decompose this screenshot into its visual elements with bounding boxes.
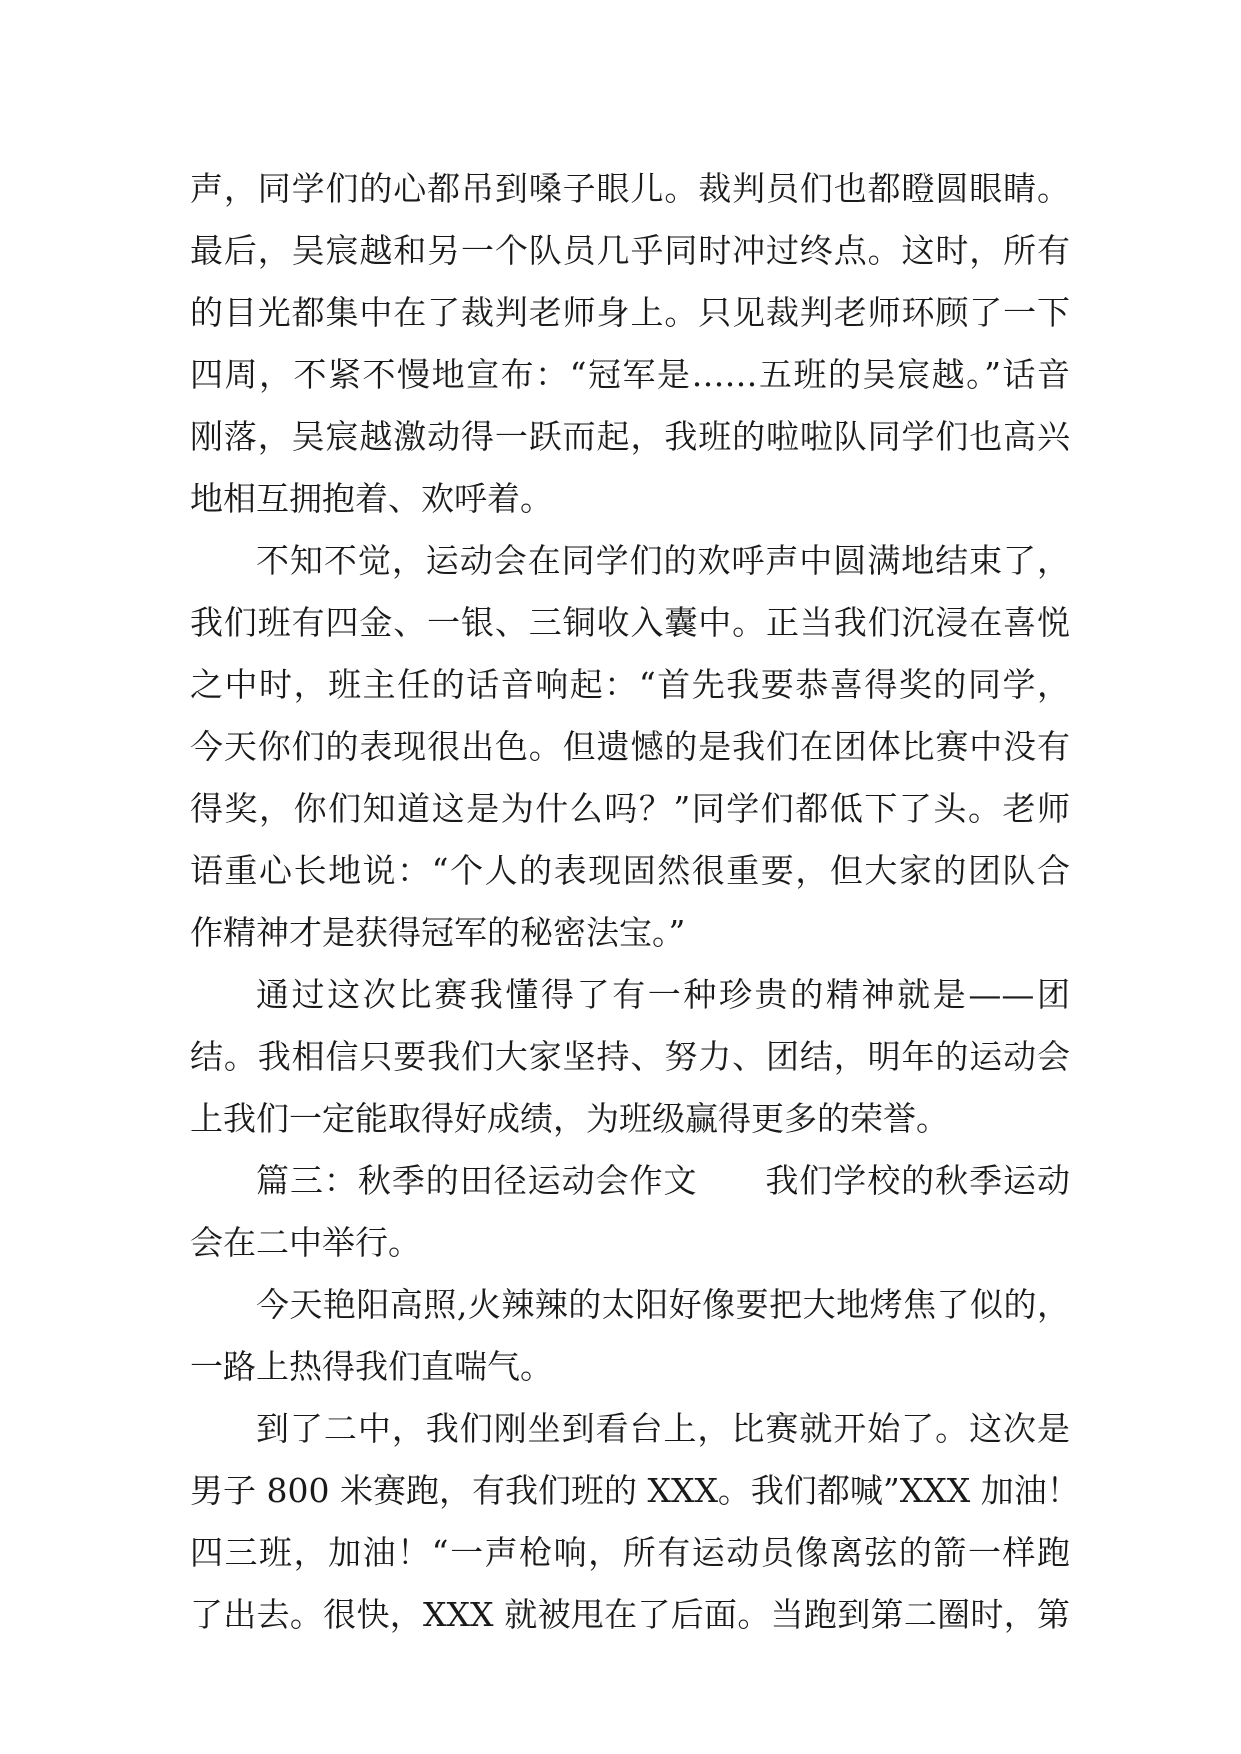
text-line-1: 声，同学们的心都吊到嗓子眼儿。裁判员们也都瞪圆眼睛。 xyxy=(190,169,1070,208)
text-line-3: 的目光都集中在了裁判老师身上。只见裁判老师环顾了一下 xyxy=(190,293,1070,332)
text-line-5: 刚落，吴宸越激动得一跃而起，我班的啦啦队同学们也高兴 xyxy=(190,417,1070,456)
text-line-19: 今天艳阳高照,火辣辣的太阳好像要把大地烤焦了似的， xyxy=(256,1285,1070,1324)
text-line-14: 通过这次比赛我懂得了有一种珍贵的精神就是——团 xyxy=(256,975,1070,1014)
text-line-18: 会在二中举行。 xyxy=(190,1223,421,1262)
text-line-17: 篇三：秋季的田径运动会作文 我们学校的秋季运动 xyxy=(256,1161,1070,1200)
text-line-7: 不知不觉，运动会在同学们的欢呼声中圆满地结束了， xyxy=(256,541,1070,580)
text-line-24: 了出去。很快，XXX 就被甩在了后面。当跑到第二圈时，第 xyxy=(190,1595,1070,1634)
text-line-6: 地相互拥抱着、欢呼着。 xyxy=(190,479,553,518)
text-line-13: 作精神才是获得冠军的秘密法宝。” xyxy=(190,913,686,952)
text-line-4: 四周，不紧不慢地宣布：“冠军是……五班的吴宸越。”话音 xyxy=(190,355,1070,394)
text-line-22: 男子 800 米赛跑，有我们班的 XXX。我们都喊”XXX 加油！ xyxy=(190,1471,1080,1510)
text-line-20: 一路上热得我们直喘气。 xyxy=(190,1347,553,1386)
text-line-23: 四三班，加油！“一声枪响，所有运动员像离弦的箭一样跑 xyxy=(190,1533,1070,1572)
text-line-9: 之中时，班主任的话音响起：“首先我要恭喜得奖的同学， xyxy=(190,665,1070,704)
text-line-21: 到了二中，我们刚坐到看台上，比赛就开始了。这次是 xyxy=(256,1409,1070,1448)
text-line-12: 语重心长地说：“个人的表现固然很重要，但大家的团队合 xyxy=(190,851,1070,890)
body-text xyxy=(190,158,1080,1646)
text-line-16: 上我们一定能取得好成绩，为班级赢得更多的荣誉。 xyxy=(190,1099,949,1138)
text-line-15: 结。我相信只要我们大家坚持、努力、团结，明年的运动会 xyxy=(190,1037,1070,1076)
text-line-2: 最后，吴宸越和另一个队员几乎同时冲过终点。这时，所有 xyxy=(190,231,1070,270)
text-line-8: 我们班有四金、一银、三铜收入囊中。正当我们沉浸在喜悦 xyxy=(190,603,1070,642)
text-line-10: 今天你们的表现很出色。但遗憾的是我们在团体比赛中没有 xyxy=(190,727,1070,766)
text-line-11: 得奖，你们知道这是为什么吗？”同学们都低下了头。老师 xyxy=(190,789,1070,828)
